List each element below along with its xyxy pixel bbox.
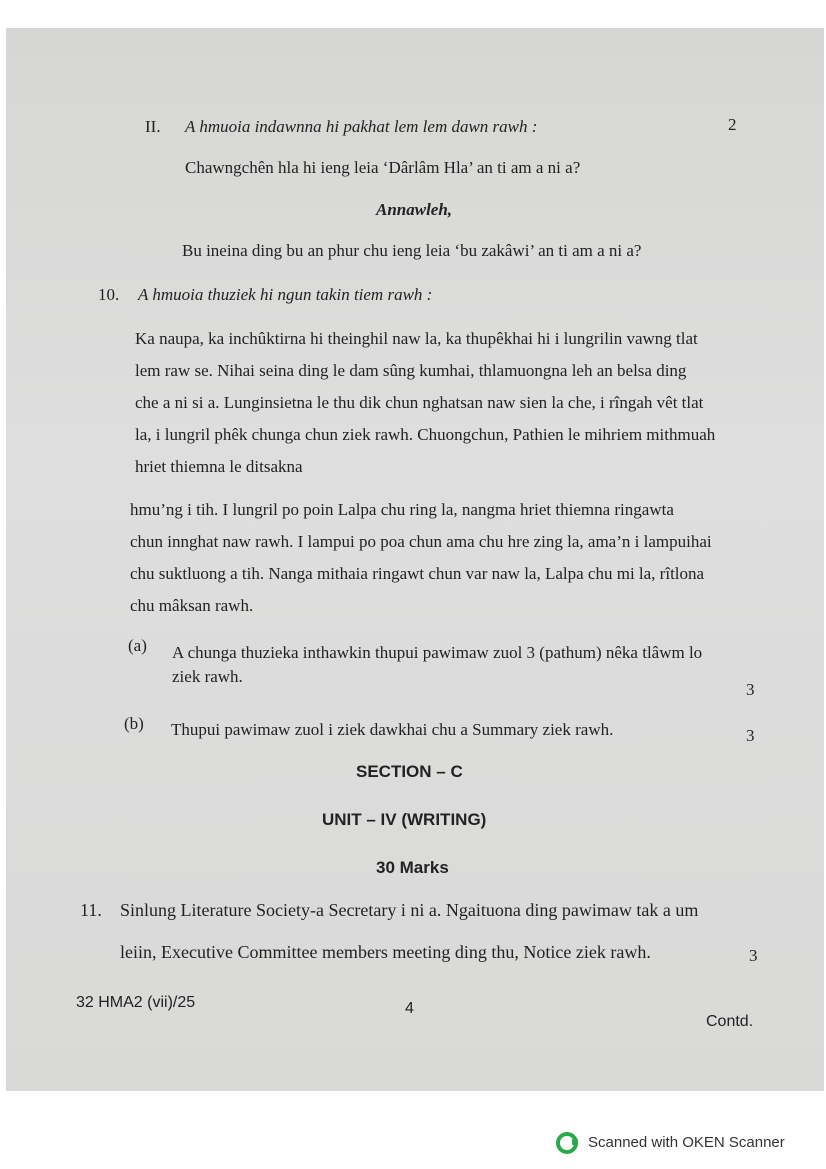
subquestion-text: A chunga thuzieka inthawkin thupui pawimaw zuol 3 (pathum) nêka tlâwm lo	[172, 643, 703, 662]
paper-code: 32 HMA2 (vii)/25	[76, 994, 196, 1011]
passage-line: Ka naupa, ka inchûktirna hi theinghil naw la, ka thupêkhai hi i lungrilin vawng tlat	[135, 329, 698, 348]
subquestion-text: ziek rawh.	[172, 667, 243, 686]
question-number: 11.	[80, 900, 102, 920]
subquestion-label: (a)	[128, 636, 147, 655]
subquestion-text: Thupui pawimaw zuol i ziek dawkhai chu a Summary ziek rawh.	[171, 720, 614, 739]
question-instruction: A hmuoia thuziek hi ngun takin tiem rawh :	[138, 285, 433, 304]
passage-line: che a ni si a. Lunginsietna le thu dik chun nghatsan naw sien la che, i rîngah vêt tlat	[135, 393, 704, 412]
passage-line: chu mâksan rawh.	[130, 596, 254, 615]
question-text-alternate: Bu ineina ding bu an phur chu ieng leia ‘bu zakâwi’ an ti am a ni a?	[182, 241, 642, 260]
passage-line: chu suktluong a tih. Nanga mithaia ringawt chun var naw la, Lalpa chu mi la, rîtlona	[130, 564, 705, 583]
question-marks: 2	[728, 115, 737, 134]
passage-line: hmu’ng i tih. I lungril po poin Lalpa chu ring la, nangma hriet thiemna ringawta	[130, 500, 674, 519]
question-part-number: II.	[145, 117, 161, 136]
scanner-watermark	[556, 1131, 785, 1153]
scanner-watermark-label: Scanned with OKEN Scanner	[588, 1133, 785, 1151]
passage-paragraph-2	[130, 494, 758, 622]
passage-line: chun innghat naw rawh. I lampui po poa chun ama chu hre zing la, ama’n i lampuihai	[130, 532, 712, 551]
unit-title: UNIT – IV (WRITING)	[322, 810, 487, 829]
question-instruction: A hmuoia indawnna hi pakhat lem lem dawn rawh :	[185, 117, 538, 136]
subquestion-marks: 3	[746, 726, 755, 745]
continued-label: Contd.	[706, 1013, 754, 1030]
question-text: leiin, Executive Committee members meeting ding thu, Notice ziek rawh.	[120, 942, 651, 962]
page-number: 4	[405, 1000, 414, 1017]
passage-line: la, i lungril phêk chunga chun ziek rawh. Chuongchun, Pathien le mihriem mithmuah	[135, 425, 716, 444]
question-number: 10.	[98, 285, 120, 304]
section-marks: 30 Marks	[376, 858, 449, 877]
passage-paragraph-1	[135, 323, 755, 483]
section-title: SECTION – C	[356, 762, 463, 781]
oken-scanner-logo-icon	[556, 1131, 580, 1153]
or-label: Annawleh,	[376, 200, 453, 219]
question-marks: 3	[749, 946, 758, 965]
question-text: Chawngchên hla hi ieng leia ‘Dârlâm Hla’ an ti am a ni a?	[185, 158, 581, 177]
subquestion-marks: 3	[746, 680, 755, 699]
subquestion-label: (b)	[124, 714, 144, 733]
question-text: Sinlung Literature Society-a Secretary i ni a. Ngaituona ding pawimaw tak a um	[120, 900, 699, 920]
passage-line: lem raw se. Nihai seina ding le dam sûng kumhai, thlamuongna leh an belsa ding	[135, 361, 687, 380]
passage-line: hriet thiemna le ditsakna	[135, 457, 303, 476]
